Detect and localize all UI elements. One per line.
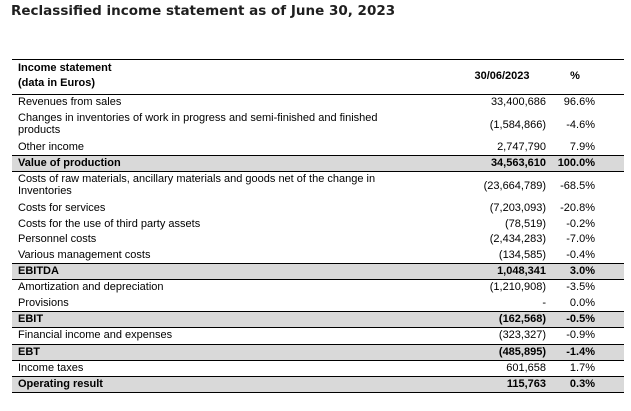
row-label: Costs for services [18,202,106,214]
subtotal-row [12,344,624,361]
row-label: Income taxes [18,361,84,374]
row-label: Costs for the use of third party assets [18,217,201,230]
row-percent: 96.6% [563,96,595,108]
table-body [12,95,624,393]
row-label: Other income [18,140,85,153]
subtotal-row [12,311,624,328]
row-label: Operating result [18,378,103,390]
row-label: Value of production [18,157,121,169]
row-percent: -0.2% [566,217,595,230]
row-label: Provisions [18,296,69,309]
row-percent: 0.0% [569,296,595,309]
table-row [12,201,624,217]
table-row [12,328,624,344]
row-percent: -0.9% [566,329,595,341]
table-row [12,248,624,264]
row-value: 2,747,790 [497,140,546,153]
row-value: 1,048,341 [497,265,546,277]
row-value: (162,568) [498,313,546,325]
row-label: Various management costs [18,248,151,261]
row-percent: -7.0% [566,233,595,245]
table-row [12,95,624,111]
row-label: Personnel costs [18,233,97,245]
table-header [12,59,624,95]
row-value: 34,563,610 [490,157,546,169]
row-label: EBT [18,345,40,358]
table-row [12,296,624,312]
page-title: Reclassified income statement as of June 30, 2023 [11,3,396,19]
row-value: (1,584,866) [489,118,546,131]
row-value: 601,658 [506,361,546,374]
row-label: Amortization and depreciation [18,281,164,293]
row-percent: -4.6% [566,118,595,131]
row-percent: 3.0% [569,265,595,277]
row-value: (2,434,283) [489,233,546,245]
table-row [12,217,624,233]
row-percent: 0.3% [569,378,595,390]
row-value: (485,895) [498,345,546,358]
row-percent: -20.8% [560,202,595,214]
row-value: (23,664,789) [483,180,546,192]
table-row [12,232,624,248]
header-date: 30/06/2023 [474,70,530,82]
row-value: 33,400,686 [490,96,546,108]
row-value: - [542,296,546,309]
row-label: Financial income and expenses [18,329,173,341]
subtotal-row [12,376,624,393]
subtotal-row [12,263,624,280]
row-label: Costs of raw materials, ancillary materials and goods net of the change in Inventories [18,173,376,197]
row-value: (323,327) [498,329,546,341]
row-label: EBITDA [18,265,59,277]
row-percent: -0.4% [566,248,595,261]
table-row [12,361,624,377]
header-percent: % [570,70,580,82]
subtotal-row [12,155,624,172]
table-row [12,111,624,140]
row-value: (134,585) [498,248,546,261]
header-label-line1: Income statement [18,62,112,74]
row-percent: -3.5% [566,281,595,293]
row-value: 115,763 [506,378,546,390]
row-percent: 100.0% [557,157,595,169]
row-value: (7,203,093) [489,202,546,214]
table-row [12,172,624,201]
row-label: EBIT [18,313,44,325]
income-statement-table [12,59,624,393]
table-row [12,280,624,296]
header-label-line2: (data in Euros) [18,77,96,89]
row-percent: -1.4% [566,345,595,358]
row-value: (78,519) [505,217,546,230]
row-label: Changes in inventories of work in progress and semi-finished and finished products [18,111,378,136]
row-percent: 7.9% [569,140,595,153]
row-percent: -68.5% [560,180,595,192]
row-label: Revenues from sales [18,96,122,108]
row-percent: 1.7% [569,361,595,374]
table-row [12,140,624,156]
row-percent: -0.5% [566,313,595,325]
row-value: (1,210,908) [489,281,546,293]
